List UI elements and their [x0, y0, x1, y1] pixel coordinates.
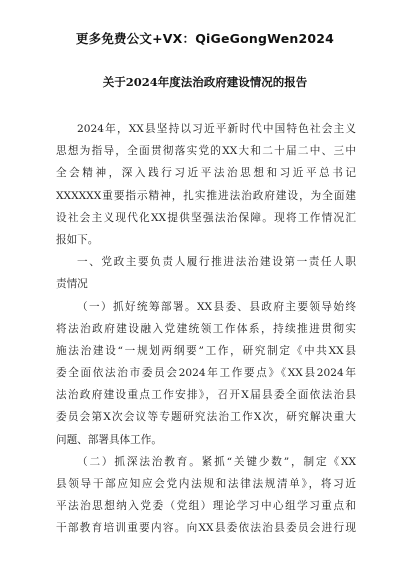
document-title: 关于2024年度法治政府建设情况的报告: [102, 75, 308, 89]
body-line: 报如下。: [56, 233, 99, 246]
body-line: 责情况: [56, 278, 88, 291]
body-line: （一）抓好统筹部署。XX县委、县政府主要领导始终: [77, 300, 356, 313]
body-line: 法治政府建设重点工作安排》，召开X届县委全面依法治县: [56, 389, 356, 402]
body-line: 将法治政府建设融入党建统领工作体系，持续推进贯彻实: [56, 322, 356, 335]
body-line: 委全面依法治市委员会2024年工作要点》《XX县2024年: [56, 367, 356, 380]
body-line: 施法治建设“一规划两纲要”工作，研究制定《中共XX县: [56, 344, 356, 357]
body-line: XXXXXX重要指示精神，扎实推进法治政府建设，为全面建: [56, 189, 356, 202]
body-line: 思想为指导，全面贯彻落实党的XX大和二十届二中、三中: [56, 145, 356, 158]
body-line: 县领导干部应知应会党内法规和法律法规清单》，将习近: [56, 478, 356, 490]
watermark-header: 更多免费公文+VX：QiGeGongWen2024: [75, 31, 335, 46]
body-line: 2024年，XX县坚持以习近平新时代中国特色社会主义: [77, 123, 356, 135]
body-line: （二）抓深法治教育。紧抓“关键少数”，制定《XX: [77, 455, 356, 468]
document-body: [56, 118, 356, 540]
body-line: 干部教育培训重要内容。向XX县委依法治县委员会进行现: [56, 522, 356, 535]
body-line: 委员会第X次会议等专题研究法治工作X次，研究解决重大: [56, 411, 356, 424]
body-line: 问题、部署具体工作。: [56, 433, 162, 446]
body-line: 一、党政主要负责人履行推进法治建设第一责任人职: [77, 256, 356, 269]
body-line: 设社会主义现代化XX提供坚强法治保障。现将工作情况汇: [56, 211, 356, 224]
body-line: 全会精神，深入践行习近平法治思想和习近平总书记: [56, 167, 356, 180]
body-line: 平法治思想纳入党委（党组）理论学习中心组学习重点和: [56, 500, 356, 513]
